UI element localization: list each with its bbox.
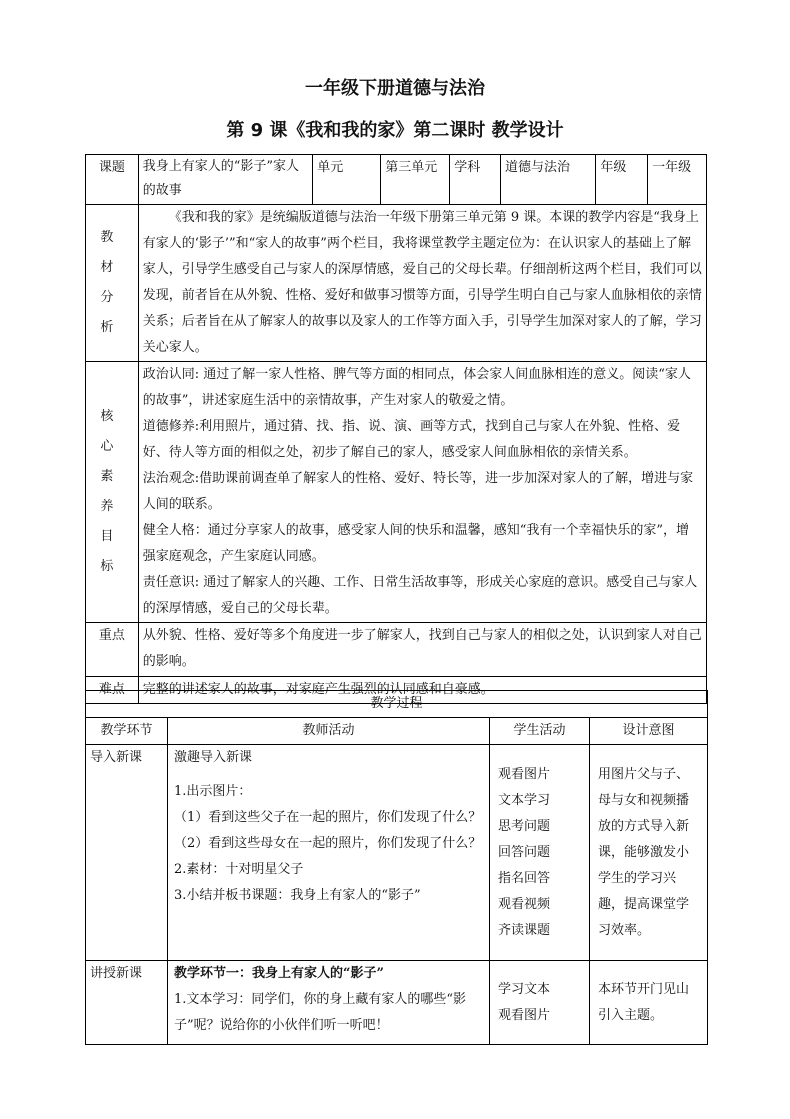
unit-value: 第三单元 — [381, 155, 450, 205]
header-teacher: 教师活动 — [168, 718, 490, 745]
teacher-intro-line: 激趣导入新课 — [174, 750, 253, 765]
goal-law: 法治观念:借助课前调查单了解家人的性格、爱好、特长等，进一步加深对家人的了解，增进与家人间的联系。 — [142, 471, 694, 512]
subject-label: 学科 — [450, 155, 501, 205]
goals-content — [138, 362, 706, 623]
teacher-intro-line: 2.素材：十对明星父子 — [174, 862, 304, 877]
grade-label: 年级 — [596, 155, 648, 205]
goal-political: 政治认同: 通过了解一家人性格、脾气等方面的相同点，体会家人间血脉相连的意义。阅读“家人的故事”，讲述家庭生活中的亲情故事，产生对家人的敬爱之情。 — [142, 367, 691, 408]
student-intro-line: 观看图片 — [498, 766, 551, 782]
goals-label — [86, 362, 139, 623]
difficulty-label: 难点 — [86, 677, 139, 704]
lesson-info-table — [85, 154, 707, 704]
student-activity-intro — [490, 745, 590, 961]
student-intro-line: 指名回答 — [498, 870, 551, 886]
teacher-activity-intro — [168, 745, 490, 961]
topic-label: 课题 — [86, 155, 139, 205]
document-subtitle: 第 9 课《我和我的家》第二课时 教学设计 — [226, 120, 564, 141]
topic-value: 我身上有家人的“影子”家人的故事 — [138, 155, 313, 205]
student-intro-line: 齐读课题 — [498, 922, 551, 938]
goal-responsibility: 责任意识: 通过了解家人的兴趣、工作、日常生活故事等，形成关心家庭的意识。感受自己与家人的深厚情感，爱自己的父母长辈。 — [142, 575, 698, 616]
teacher-activity-teaching — [168, 961, 490, 1045]
student-intro-line: 回答问题 — [498, 844, 551, 860]
intent-teaching: 本环节开门见山引入主题。 — [590, 961, 708, 1045]
student-intro-line: 文本学习 — [498, 792, 551, 808]
student-intro-line: 思考问题 — [498, 818, 551, 834]
analysis-label-line1: 教 材 — [100, 230, 124, 275]
student-teaching-line: 学习文本 — [498, 981, 551, 997]
goal-personality: 健全人格：通过分享家人的故事，感受家人间的快乐和温馨，感知“我有一个幸福快乐的家”，增强家庭观念，产生家庭认同感。 — [142, 523, 690, 564]
analysis-label — [86, 205, 139, 362]
teacher-intro-line: （2）看到这些母女在一起的照片，你们发现了什么？ — [174, 836, 482, 851]
teacher-teaching-line: 教学环节一：我身上有家人的“影子” — [174, 966, 384, 981]
header-intent: 设计意图 — [590, 718, 708, 745]
key-point-label: 重点 — [86, 623, 139, 677]
student-activity-teaching — [490, 961, 590, 1045]
student-teaching-line: 观看图片 — [498, 1007, 551, 1023]
goals-label-line2: 素 养 — [100, 469, 124, 514]
key-point-text: 从外貌、性格、爱好等多个角度进一步了解家人，找到自己与家人的相似之处，认识到家人对自己的影响。 — [138, 623, 706, 677]
stage-intro: 导入新课 — [86, 745, 168, 961]
goals-label-line1: 核 心 — [100, 409, 124, 454]
document-title: 一年级下册道德与法治 — [305, 78, 485, 99]
teaching-process-table — [85, 690, 708, 1045]
analysis-text: 《我和我的家》是统编版道德与法治一年级下册第三单元第 9 课。本课的教学内容是“我身上有家人的‘影子’”和“家人的故事”两个栏目，我将课堂教学主题定位为：在认识家人的基础上了解家人，引导学生感受自己与家人的深厚情感，爱自己的父母长辈。仔细剖析这两个栏目，我们可以发现，前者旨在从外貌、性格、爱好和做事习惯等方面，引导学生明白自己与家人血脉相依的亲情关系；后者旨在从了解家人的故事以及家人的工作等方面入手，引导学生加深对家人的了解，学习关心家人。 — [138, 205, 706, 362]
intent-intro: 用图片父与子、母与女和视频播放的方式导入新课，能够激发小学生的学习兴趣，提高课堂学习效率。 — [590, 745, 708, 961]
unit-label: 单元 — [313, 155, 381, 205]
teacher-intro-line: 3.小结并板书课题：我身上有家人的“影子” — [174, 888, 421, 903]
header-student: 学生活动 — [490, 718, 590, 745]
header-stage: 教学环节 — [86, 718, 168, 745]
difficulty-text: 完整的讲述家人的故事，对家庭产生强烈的认同感和自豪感。 — [138, 677, 706, 704]
process-title: 教学过程 — [86, 691, 708, 718]
goal-morality: 道德修养:利用照片，通过猜、找、指、说、演、画等方式，找到自己与家人在外貌、性格、爱好、待人等方面的相似之处，初步了解自己的家人，感受家人间血脉相依的亲情关系。 — [142, 419, 681, 460]
stage-teaching: 讲授新课 — [86, 961, 168, 1045]
subject-value: 道德与法治 — [500, 155, 595, 205]
student-intro-line: 观看视频 — [498, 896, 551, 912]
grade-value: 一年级 — [648, 155, 707, 205]
goals-label-line3: 目 标 — [100, 529, 124, 574]
teacher-intro-line: 1.出示图片： — [174, 784, 252, 799]
teacher-intro-line: （1）看到这些父子在一起的照片，你们发现了什么？ — [174, 810, 482, 825]
teacher-teaching-line: 1.文本学习：同学们，你的身上藏有家人的哪些“影子”呢？说给你的小伙伴们听一听吧！ — [174, 992, 467, 1033]
analysis-label-line2: 分 析 — [100, 290, 124, 335]
